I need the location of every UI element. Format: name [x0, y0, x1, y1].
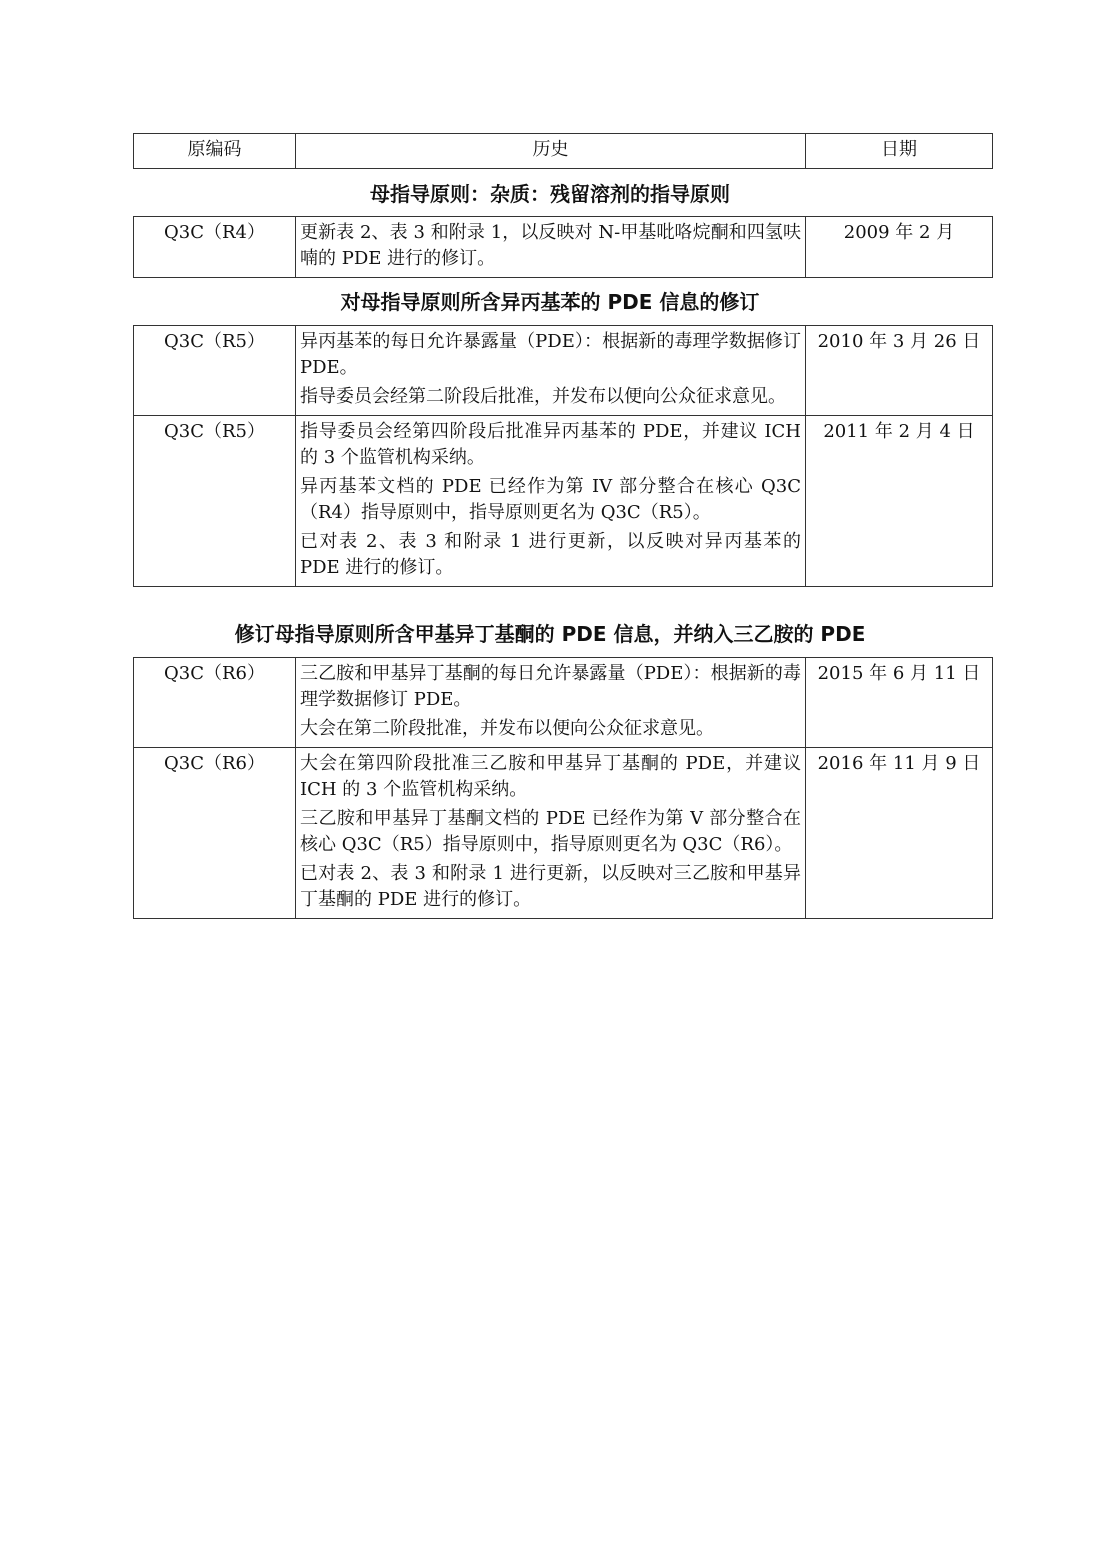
section-table — [133, 657, 981, 919]
section-table — [133, 325, 981, 587]
section-title: 对母指导原则所含异丙基苯的 PDE 信息的修订 — [340, 290, 760, 314]
row-date: 2011 年 2 月 4 日 — [806, 416, 993, 587]
row-date: 2016 年 11 月 9 日 — [806, 748, 993, 919]
section-table — [133, 216, 967, 278]
row-code: Q3C（R5） — [134, 416, 296, 587]
history-paragraph: 大会在第四阶段批准三乙胺和甲基异丁基酮的 PDE，并建议 ICH 的 3 个监管机构采纳。 — [300, 753, 801, 800]
history-paragraph: 指导委员会经第四阶段后批准异丙基苯的 PDE，并建议 ICH 的 3 个监管机构采纳。 — [300, 421, 801, 468]
history-paragraph: 更新表 2、表 3 和附录 1，以反映对 N-甲基吡咯烷酮和四氢呋喃的 PDE 进行的修订。 — [300, 222, 801, 269]
history-paragraph: 异丙基苯的每日允许暴露量（PDE）：根据新的毒理学数据修订 PDE。 — [300, 331, 801, 378]
header-table — [133, 133, 967, 169]
row-history — [296, 748, 806, 919]
history-paragraph: 大会在第二阶段批准，并发布以便向公众征求意见。 — [300, 718, 714, 739]
row-date: 2015 年 6 月 11 日 — [806, 658, 993, 748]
row-history — [296, 217, 806, 278]
row-date: 2009 年 2 月 — [806, 217, 993, 278]
table-row — [134, 416, 993, 587]
history-paragraph: 已对表 2、表 3 和附录 1 进行更新，以反映对异丙基苯的 PDE 进行的修订。 — [300, 531, 801, 578]
row-history — [296, 416, 806, 587]
row-history — [296, 326, 806, 416]
history-paragraph: 三乙胺和甲基异丁基酮文档的 PDE 已经作为第 V 部分整合在核心 Q3C（R5）指导原则中，指导原则更名为 Q3C（R6）。 — [300, 808, 801, 855]
row-code: Q3C（R5） — [134, 326, 296, 416]
history-paragraph: 已对表 2、表 3 和附录 1 进行更新，以反映对三乙胺和甲基异丁基酮的 PDE 进行的修订。 — [300, 863, 801, 910]
history-paragraph: 指导委员会经第二阶段后批准，并发布以便向公众征求意见。 — [300, 386, 786, 407]
section-title: 修订母指导原则所含甲基异丁基酮的 PDE 信息，并纳入三乙胺的 PDE — [234, 622, 866, 646]
row-code: Q3C（R6） — [134, 658, 296, 748]
row-history — [296, 658, 806, 748]
table-row — [134, 658, 993, 748]
section-title: 母指导原则：杂质：残留溶剂的指导原则 — [370, 182, 730, 206]
table-row — [134, 326, 993, 416]
header-history: 历史 — [296, 134, 806, 169]
history-paragraph: 异丙基苯文档的 PDE 已经作为第 IV 部分整合在核心 Q3C（R4）指导原则中，指导原则更名为 Q3C（R5）。 — [300, 476, 801, 523]
table-row — [134, 748, 993, 919]
header-date: 日期 — [806, 134, 993, 169]
history-paragraph: 三乙胺和甲基异丁基酮的每日允许暴露量（PDE）：根据新的毒理学数据修订 PDE。 — [300, 663, 801, 710]
row-code: Q3C（R4） — [134, 217, 296, 278]
table-row — [134, 217, 993, 278]
header-code: 原编码 — [134, 134, 296, 169]
row-date: 2010 年 3 月 26 日 — [806, 326, 993, 416]
row-code: Q3C（R6） — [134, 748, 296, 919]
